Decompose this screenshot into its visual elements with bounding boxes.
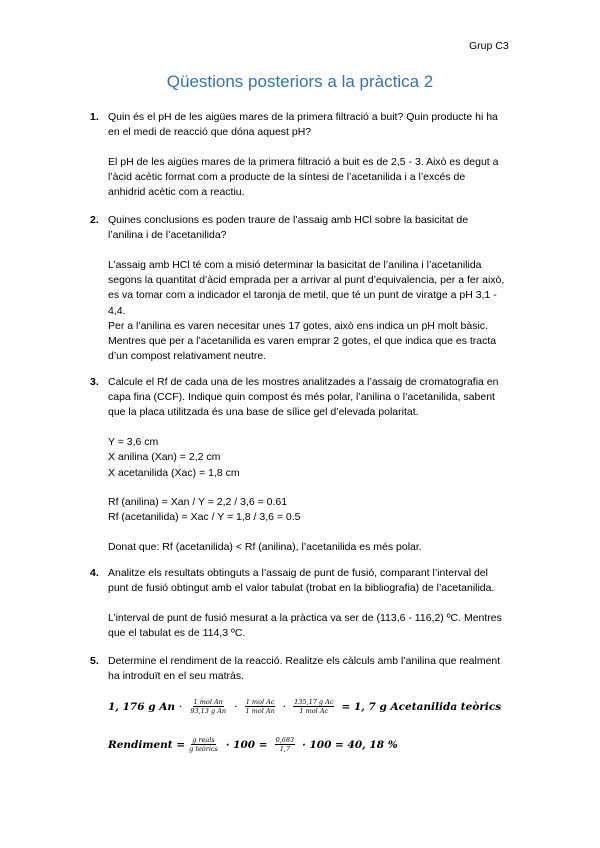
question-3: [90, 375, 530, 555]
page-title: Qüestions posteriors a la pràctica 2: [166, 72, 434, 91]
question-2: [90, 213, 530, 364]
eq-label: Rendiment =: [108, 738, 186, 751]
answer-line: L’interval de punt de fusió mesurat a la pràctica va ser de (113,6 - 116,2) ºC. Mentres: [108, 611, 502, 624]
question-line: Determine el rendiment de la reacció. Realitze els càlculs amb l’anilina que realment: [108, 655, 501, 667]
fraction: [275, 736, 296, 753]
eq-mid: · 100 =: [225, 738, 268, 751]
data-line: X anilina (Xan) = 2,2 cm: [108, 451, 221, 464]
answer-line: que el tabulat es de 114,3 ºC.: [108, 627, 246, 640]
eq-start: 1, 176 g An: [108, 700, 175, 713]
question-number: 3.: [90, 376, 99, 388]
question-line: en el medi de reacció que dóna aquest pH?: [108, 126, 312, 139]
question-line: que la placa utilitzada és una base de sílice gel d’elevada polaritat.: [108, 406, 419, 419]
question-line: Quines conclusions es poden traure de l’assaig amb HCl sobre la basicitat de: [108, 214, 469, 226]
fraction-numerator: 0,683: [275, 736, 295, 744]
fraction: [293, 698, 334, 715]
group-label: Grup C3: [469, 40, 509, 52]
eq-result: = 1, 7 g Acetanilida teòrics: [341, 700, 502, 713]
question-number: 4.: [90, 567, 99, 579]
theoretical-yield-equation: 1, 176 g An · $\frac{\text{1 mol An}}{\text{93,13 g An}}$ · $\frac{\text{1 mol Ac}}{\text{1 mol An}}$ · $\frac{\text{135,17 g Ac}}{\text{1 mol Ac}}$ = 1, 7 g Acetanilida teòrics: [108, 698, 502, 715]
data-line: X acetanilida (Xac) = 1,8 cm: [108, 466, 240, 479]
fraction-denominator: 1 mol Ac: [299, 707, 329, 715]
data-line: Y = 3,6 cm: [108, 436, 159, 449]
fraction-denominator: 1 mol An: [245, 707, 275, 715]
fraction-numerator: 1 mol An: [193, 698, 223, 706]
answer-line: l’àcid acètic format com a producte de la síntesi de l’acetanilida i a l’excés de: [108, 171, 466, 184]
fraction-denominator: g teòrics: [189, 745, 218, 753]
rf-line: Rf (anilina) = Xan / Y = 2,2 / 3,6 = 0.61: [108, 496, 288, 509]
question-number: 2.: [90, 214, 99, 226]
fraction-numerator: 1 mol Ac: [245, 698, 275, 706]
question-line: l’anilina i de l’acetanilida?: [108, 229, 227, 242]
answer-line: d’un compost relativament neutre.: [108, 350, 267, 363]
question-number: 1.: [90, 111, 99, 123]
fraction-denominator: 1,7: [279, 745, 291, 753]
eq-result: · 100 = 40, 18 %: [302, 738, 398, 751]
question-line: Quin és el pH de les aigües mares de la primera filtració a buit? Quin producte hi ha: [108, 111, 498, 123]
answer-line: L’assaig amb HCl té com a misió determinar la basicitat de l’anilina i l’acetanilida: [108, 258, 482, 271]
question-line: capa fina (CCF). Indique quin compost és més polar, l’anilina o l’acetanilida, sabent: [108, 391, 495, 404]
question-4: [90, 566, 530, 641]
question-line: Analitze els resultats obtinguts a l’assaig de punt de fusió, comparant l’interval del: [108, 567, 488, 579]
question-1: [90, 110, 530, 201]
rf-line: Rf (acetanilida) = Xac / Y = 1,8 / 3,6 = 0.5: [108, 511, 301, 524]
answer-line: El pH de les aigües mares de la primera filtració a buit es de 2,5 - 3. Això es degut a: [108, 155, 499, 168]
fraction: [189, 698, 227, 715]
question-line: ha introduït en el seu matràs.: [108, 670, 244, 683]
answer-line: 4,4.: [108, 304, 126, 317]
fraction: [244, 698, 275, 715]
answer-line: Mentres que per a l’acetanilida es varen emprar 2 gotes, el que indica que es tracta: [108, 334, 497, 347]
fraction-numerator: 135,17 g Ac: [294, 698, 334, 706]
conclusion-line: Donat que: Rf (acetanilida) < Rf (anilina), l’acetanilida es més polar.: [108, 541, 422, 554]
answer-line: anhidrid acètic com a reactiu.: [108, 186, 245, 199]
question-line: Calcule el Rf de cada una de les mostres analitzades a l’assaig de cromatografia en: [108, 376, 499, 388]
question-5: [90, 654, 530, 684]
question-line: punt de fusió obtingut amb el valor tabulat (trobat en la bibliografia) de l’acetanilida.: [108, 582, 495, 595]
answer-line: es va tomar com a indicador el taronja de metil, que té un punt de viratge a pH 3,1 -: [108, 289, 497, 302]
answer-line: Per a l’anilina es varen necesitar unes 17 gotes, això ens indica un pH molt bàsic.: [108, 319, 488, 332]
answer-line: segons la quantitat d’àcid emprada per a arrivar al punt d’equivalencia, per a fer això,: [108, 274, 505, 287]
fraction: [188, 736, 219, 753]
fraction-denominator: 93,13 g An: [190, 707, 227, 715]
question-number: 5.: [90, 655, 99, 667]
yield-percentage-equation: [108, 736, 398, 753]
fraction-numerator: g reals: [192, 736, 215, 744]
